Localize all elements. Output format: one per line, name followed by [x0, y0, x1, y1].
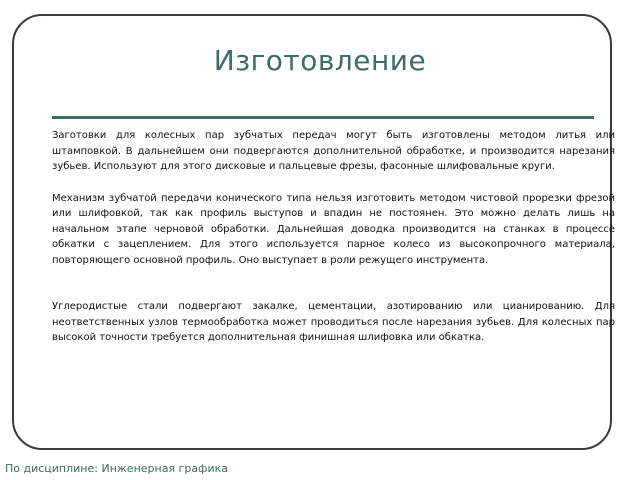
- paragraph-heat-treatment: Углеродистые стали подвергают закалке, цементации, азотированию или цианированию. Для неответственных узлов термообработка может проводиться после нарезания зубьев. Для колесных пар высокой точности требуется дополнительная финишная шлифовка или обкатка.: [52, 301, 615, 343]
- footer-discipline: По дисциплине: Инженерная графика: [5, 462, 228, 475]
- slide-content: [52, 128, 615, 346]
- paragraph-bevel-gear-method: Механизм зубчатой передачи конического типа нельзя изготовить методом чистовой прорезки фрезой или шлифовкой, так как профиль выступов и впадин не постоянен. Это можно делать лишь на начальном этапе черновой обработки. Дальнейшая доводка производится на станках в процессе обкатки с зацеплением. Для этого используется парное колесо из высокопрочного материала, повторяющего основной профиль. Оно выступает в роли режущего инструмента.: [52, 192, 615, 266]
- slide-title: Изготовление: [213, 44, 427, 77]
- title-divider: [52, 116, 594, 119]
- paragraph-manufacturing-blanks: Заготовки для колесных пар зубчатых передач могут быть изготовлены методом литья или штамповкой. В дальнейшем они подвергаются дополнительной обработке, и производится нарезания зубьев. Используют для этого дисковые и пальцевые фрезы, фасонные шлифовальные круги.: [52, 130, 615, 172]
